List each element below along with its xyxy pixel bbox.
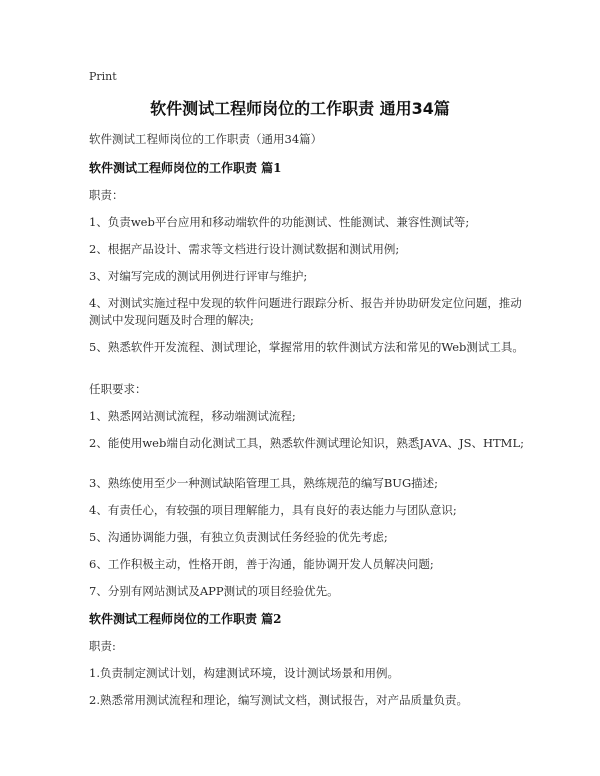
section1-requirement-7: 7、分别有网站测试及APP测试的项目经验优先。	[89, 584, 339, 598]
section2-duty-1: 1.负责制定测试计划，构建测试环境，设计测试场景和用例。	[89, 666, 399, 680]
section1-requirement-5: 5、沟通协调能力强，有独立负责测试任务经验的优先考虑;	[89, 530, 388, 544]
section1-heading: 软件测试工程师岗位的工作职责 篇1	[89, 161, 282, 175]
section1-duty-2: 2、根据产品设计、需求等文档进行设计测试数据和测试用例;	[89, 242, 400, 256]
section1-duties-label: 职责：	[89, 188, 124, 202]
section1-requirement-6: 6、工作积极主动，性格开朗，善于沟通，能协调开发人员解决问题;	[89, 557, 434, 571]
section1-duty-3: 3、对编写完成的测试用例进行评审与维护;	[89, 269, 308, 283]
print-label[interactable]: Print	[89, 70, 117, 83]
section1-requirement-2: 2、能使用web端自动化测试工具，熟悉软件测试理论知识，熟悉JAVA、JS、HTML;	[89, 436, 524, 450]
section2-heading: 软件测试工程师岗位的工作职责 篇2	[89, 612, 282, 626]
section1-duty-4: 4、对测试实施过程中发现的软件问题进行跟踪分析、报告并协助研发定位问题，推动测试中发现问题及时合理的解决;	[89, 296, 522, 327]
section1-requirement-1: 1、熟悉网站测试流程，移动端测试流程;	[89, 409, 296, 423]
section1-requirements-label: 任职要求：	[89, 382, 147, 396]
page-title: 软件测试工程师岗位的工作职责 通用34篇	[150, 99, 450, 118]
section2-duty-2: 2.熟悉常用测试流程和理论，编写测试文档，测试报告，对产品质量负责。	[89, 693, 468, 707]
section2-duties-label: 职责:	[89, 639, 116, 653]
section1-requirement-4: 4、有责任心，有较强的项目理解能力，具有良好的表达能力与团队意识;	[89, 503, 457, 517]
intro-text: 软件测试工程师岗位的工作职责（通用34篇）	[89, 132, 323, 146]
section1-requirement-3: 3、熟练使用至少一种测试缺陷管理工具，熟练规范的编写BUG描述;	[89, 476, 439, 490]
section1-duty-5: 5、熟悉软件开发流程、测试理论，掌握常用的软件测试方法和常见的Web测试工具。	[89, 340, 524, 354]
section1-duty-1: 1、负责web平台应用和移动端软件的功能测试、性能测试、兼容性测试等;	[89, 215, 470, 229]
